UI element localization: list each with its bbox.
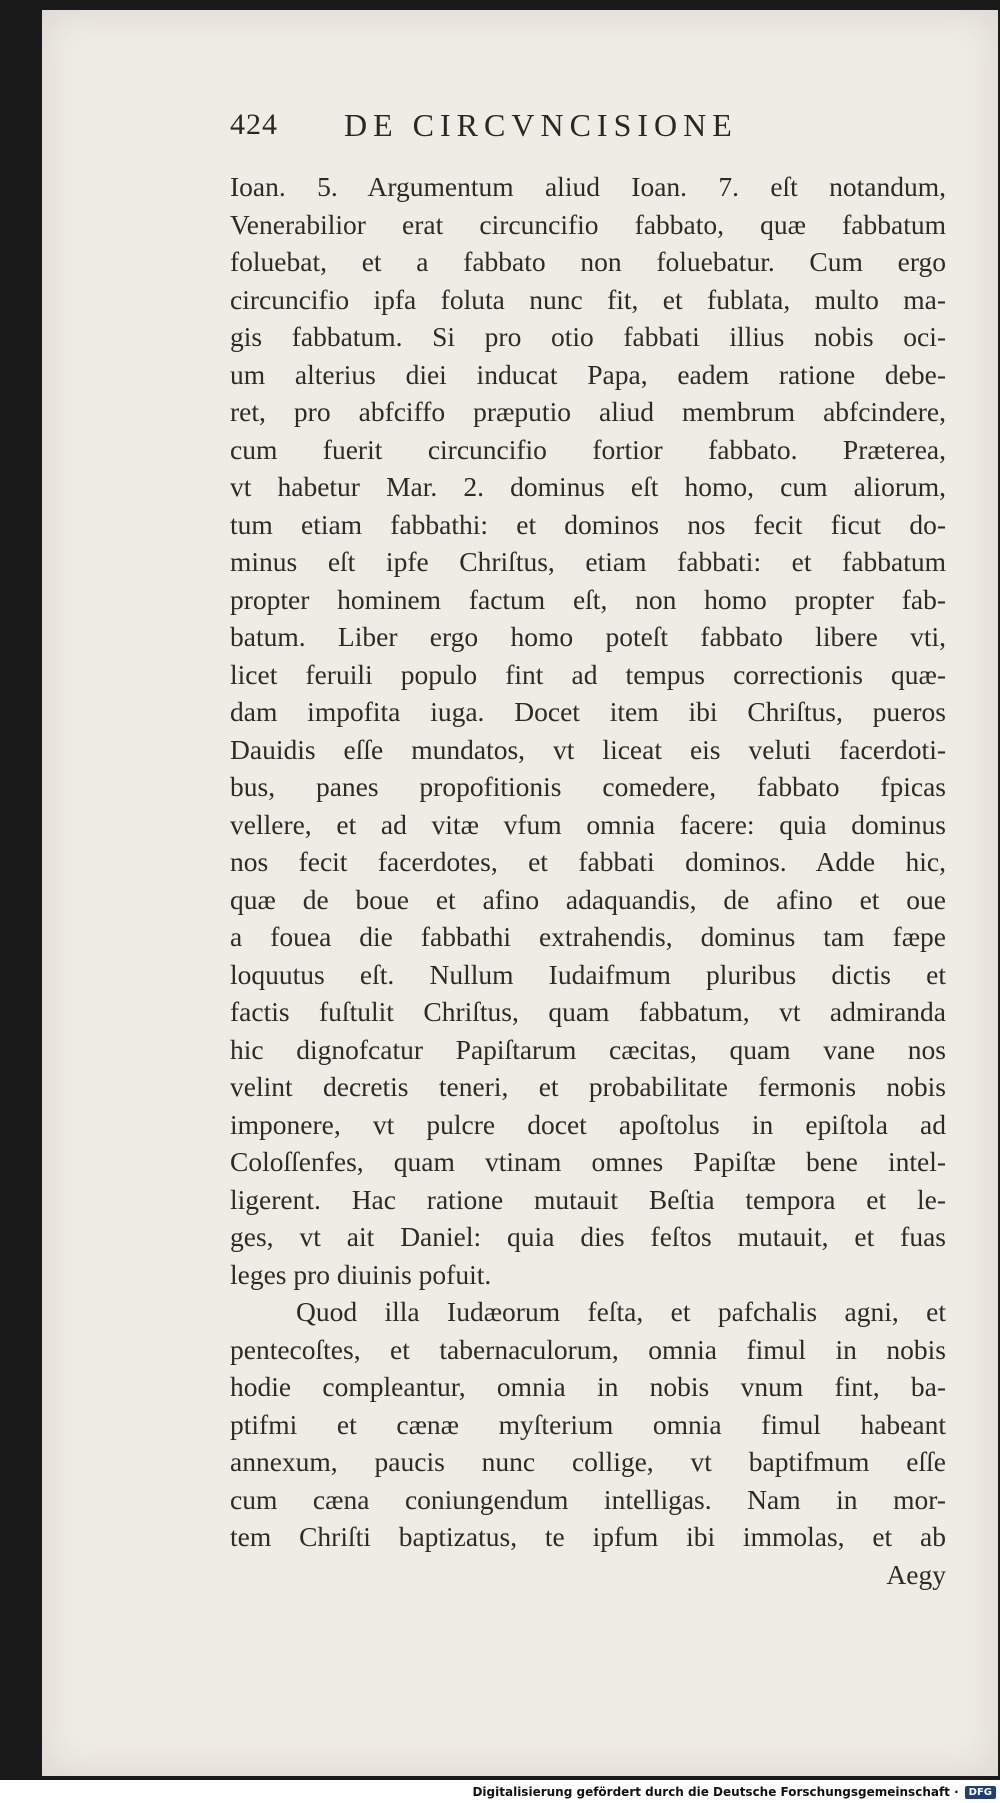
text-line: ges, vt ait Daniel: quia dies feſtos mutauit, et fuas	[230, 1221, 946, 1252]
text-line: ret, pro abfciffo præputio aliud membrum abfcindere,	[230, 396, 946, 427]
text-line: factis fuſtulit Chriſtus, quam fabbatum, vt admiranda	[230, 996, 946, 1027]
text-line: Dauidis eſſe mundatos, vt liceat eis veluti facerdoti-	[230, 733, 946, 765]
text-line: vellere, et ad vitæ vfum omnia facere: quia dominus	[230, 808, 946, 840]
text-line: hic dignofcatur Papiſtarum cæcitas, quam vane nos	[230, 1033, 946, 1065]
text-line: batum. Liber ergo homo poteſt fabbato libere vti,	[230, 621, 946, 652]
text-line: tum etiam fabbathi: et dominos nos fecit ficut do-	[230, 508, 946, 540]
text-line: propter hominem factum eſt, non homo propter fab-	[230, 583, 946, 615]
text-line: annexum, paucis nunc collige, vt baptifmum eſſe	[230, 1446, 946, 1477]
body-text	[230, 168, 946, 1593]
text-line: cum cæna coniungendum intelligas. Nam in mor-	[230, 1483, 946, 1515]
catchword: Aegy	[886, 1558, 946, 1590]
text-line: quæ de boue et afino adaquandis, de afino et oue	[230, 883, 946, 915]
text-line: um alterius diei inducat Papa, eadem ratione debe-	[230, 358, 946, 390]
text-line: pentecoſtes, et tabernaculorum, omnia fimul in nobis	[230, 1333, 946, 1365]
digitization-footer	[0, 1782, 996, 1802]
page-number: 424	[230, 108, 278, 141]
text-line: ptifmi et cænæ myſterium omnia fimul habeant	[230, 1408, 946, 1440]
text-line: gis fabbatum. Si pro otio fabbati illius nobis oci-	[230, 321, 946, 352]
running-title: DE CIRCVNCISIONE	[344, 106, 738, 143]
text-line: a fouea die fabbathi extrahendis, dominus tam fæpe	[230, 921, 946, 952]
text-line: nos fecit facerdotes, et fabbati dominos. Adde hic,	[230, 846, 946, 877]
page-header	[230, 100, 960, 150]
text-line: velint decretis teneri, et probabilitate fermonis nobis	[230, 1071, 946, 1102]
text-line: cum fuerit circuncifio fortior fabbato. Præterea,	[230, 433, 946, 465]
text-line: dam impofita iuga. Docet item ibi Chriſtus, pueros	[230, 696, 946, 727]
text-line: Coloſſenfes, quam vtinam omnes Papiſtæ bene intel-	[230, 1146, 946, 1177]
text-line: licet feruili populo fint ad tempus correctionis quæ-	[230, 658, 946, 690]
text-line: vt habetur Mar. 2. dominus eſt homo, cum aliorum,	[230, 471, 946, 502]
text-line: bus, panes propofitionis comedere, fabbato fpicas	[230, 771, 946, 802]
text-line: Venerabilior erat circuncifio fabbato, quæ fabbatum	[230, 208, 946, 240]
paragraph-start-line: Quod illa Iudæorum feſta, et pafchalis agni, et	[296, 1296, 946, 1327]
text-line: loquutus eſt. Nullum Iudaifmum pluribus dictis et	[230, 958, 946, 990]
dfg-logo: DFG	[965, 1786, 996, 1799]
text-line: imponere, vt pulcre docet apoſtolus in epiſtola ad	[230, 1108, 946, 1140]
text-line: ligerent. Hac ratione mutauit Beſtia tempora et le-	[230, 1183, 946, 1215]
text-line: minus eſt ipfe Chriſtus, etiam fabbati: et fabbatum	[230, 546, 946, 577]
text-line: foluebat, et a fabbato non foluebatur. Cum ergo	[230, 246, 946, 277]
paragraph-end-line: leges pro diuinis pofuit.	[230, 1258, 492, 1290]
text-line: tem Chriſti baptizatus, te ipfum ibi immolas, et ab	[230, 1521, 946, 1552]
text-line: Ioan. 5. Argumentum aliud Ioan. 7. eſt notandum,	[230, 171, 946, 202]
text-line: circuncifio ipfa foluta nunc fit, et fublata, multo ma-	[230, 283, 946, 315]
text-line: hodie compleantur, omnia in nobis vnum fint, ba-	[230, 1371, 946, 1402]
funding-note: Digitalisierung gefördert durch die Deutsche Forschungsgemeinschaft ·	[472, 1785, 959, 1799]
